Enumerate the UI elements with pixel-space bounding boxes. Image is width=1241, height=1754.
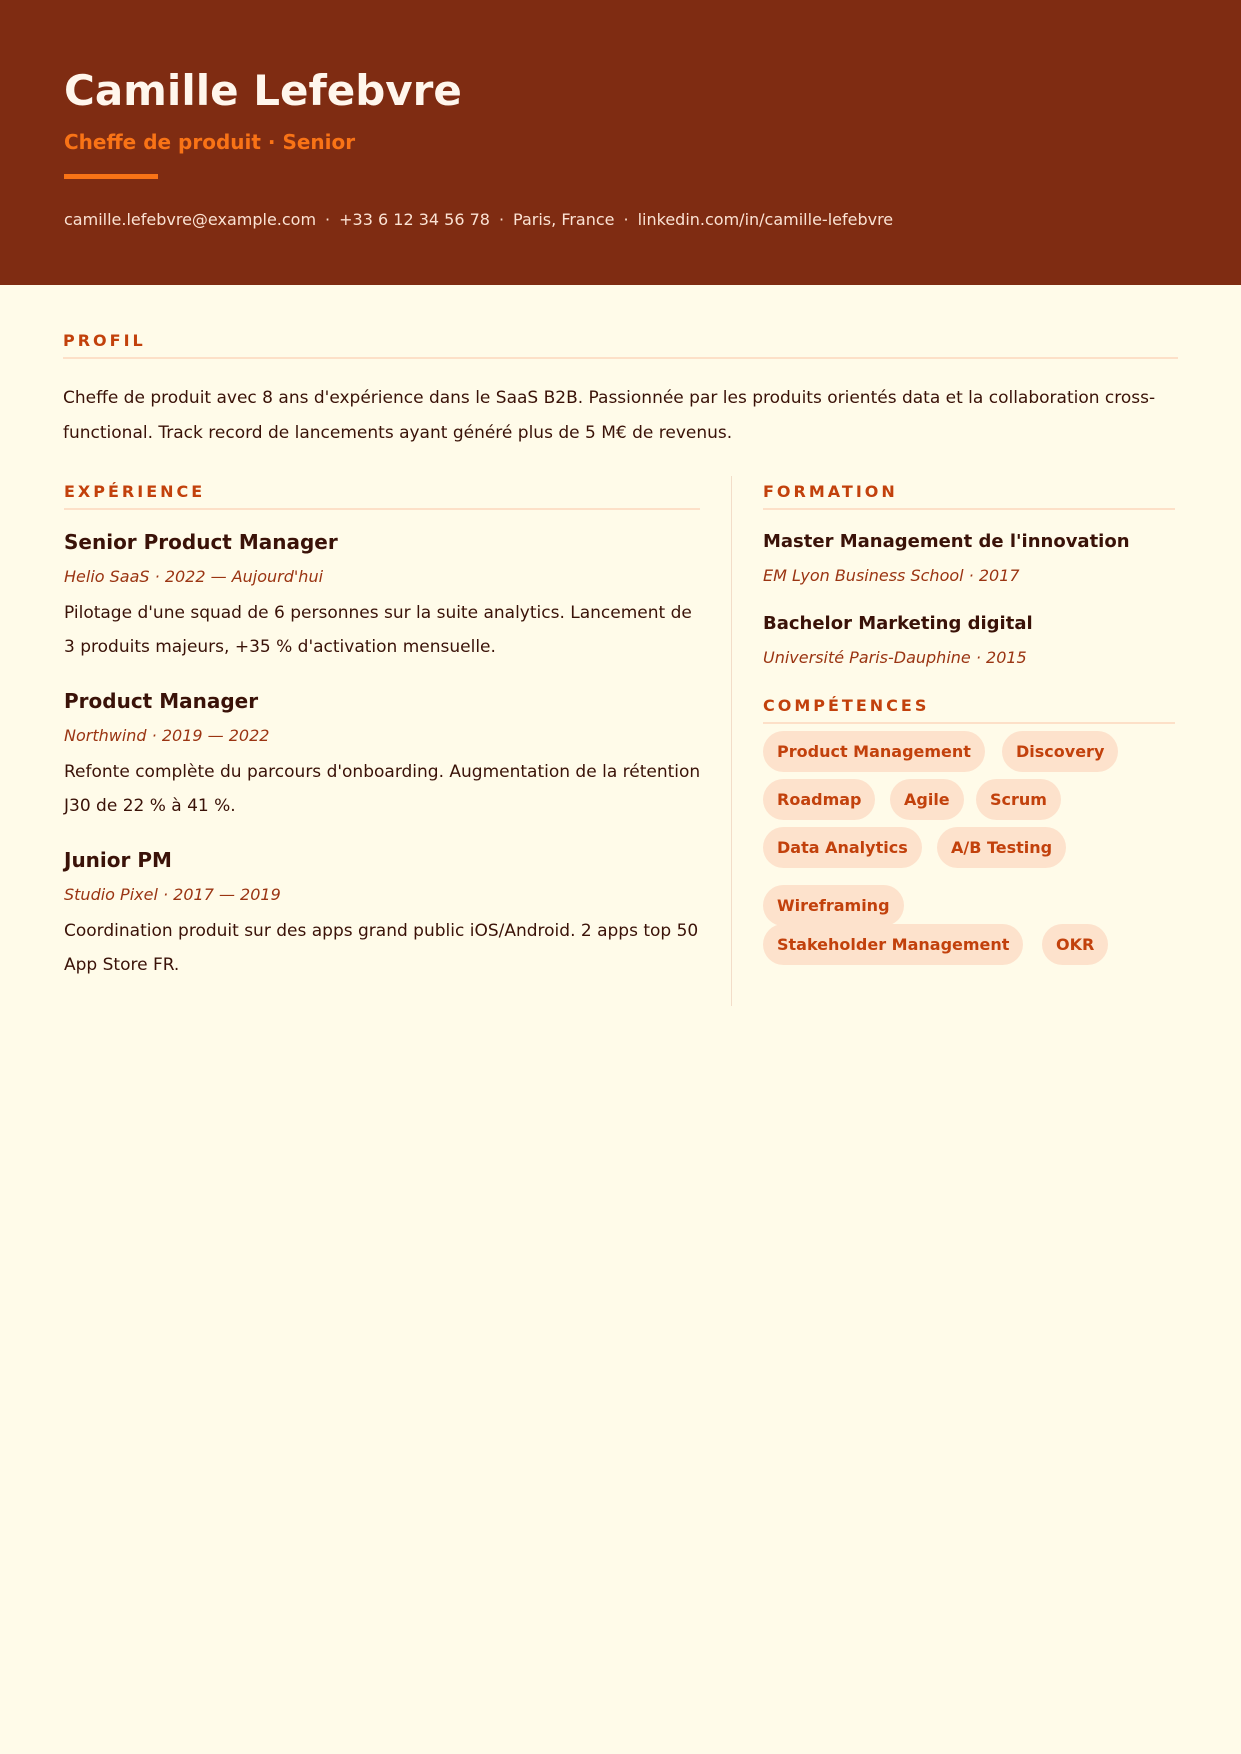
candidate-name: Camille Lefebvre [64, 66, 462, 115]
job-title: Senior Product Manager [64, 530, 338, 554]
contact-location: Paris, France [513, 210, 615, 229]
competences-divider [763, 722, 1175, 724]
contact-linkedin[interactable]: linkedin.com/in/camille-lefebvre [637, 210, 894, 229]
profil-heading: PROFIL [63, 331, 146, 350]
job-entry [64, 848, 704, 982]
degree-title: Bachelor Marketing digital [763, 613, 1033, 634]
job-title: Junior PM [64, 848, 172, 872]
resume-header [0, 0, 1241, 285]
contact-separator: · [623, 210, 629, 229]
formation-heading: FORMATION [763, 482, 898, 501]
skill-chip: Agile [890, 779, 964, 820]
skill-chip: Stakeholder Management [763, 924, 1023, 965]
degree-title: Master Management de l'innovation [763, 531, 1130, 552]
column-divider [731, 476, 732, 1006]
job-description: Pilotage d'une squad de 6 personnes sur la suite analytics. Lancement de 3 produits majeurs, +35 % d'activation mensuelle. [64, 603, 692, 657]
job-description: Coordination produit sur des apps grand public iOS/Android. 2 apps top 50 App Store FR. [64, 921, 699, 975]
skill-chip: Discovery [1002, 731, 1118, 772]
degree-meta: Université Paris-Dauphine · 2015 [763, 648, 1027, 667]
contact-separator: · [325, 210, 331, 229]
experience-divider [64, 508, 700, 510]
formation-divider [763, 508, 1175, 510]
contact-email[interactable]: camille.lefebvre@example.com [64, 210, 317, 229]
skill-chip: OKR [1042, 924, 1108, 965]
education-entry [763, 531, 1183, 585]
skill-chip: Data Analytics [763, 827, 922, 868]
job-title: Product Manager [64, 689, 259, 713]
skill-chip: Product Management [763, 731, 985, 772]
profil-summary: Cheffe de produit avec 8 ans d'expérience dans le SaaS B2B. Passionnée par les produits orientés data et la collaboration cross-functional. Track record de lancements ayant généré plus de 5 M€ de revenus. [63, 388, 1156, 443]
contact-separator: · [498, 210, 505, 229]
skill-chip: A/B Testing [937, 827, 1066, 868]
competences-heading: COMPÉTENCES [763, 696, 930, 715]
skill-chip: Wireframing [763, 885, 904, 926]
accent-bar [64, 174, 158, 179]
contact-line [64, 210, 893, 229]
job-meta: Helio SaaS · 2022 — Aujourd'hui [64, 567, 324, 586]
experience-heading: EXPÉRIENCE [64, 482, 206, 501]
candidate-role: Cheffe de produit · Senior [64, 130, 356, 154]
skill-chip: Roadmap [763, 779, 875, 820]
education-entry [763, 613, 1183, 667]
skill-chip: Scrum [976, 779, 1061, 820]
job-meta: Studio Pixel · 2017 — 2019 [64, 885, 281, 904]
contact-phone[interactable]: +33 6 12 34 56 78 [339, 210, 490, 229]
job-entry [64, 689, 704, 823]
job-meta: Northwind · 2019 — 2022 [64, 726, 270, 745]
job-entry [64, 530, 704, 664]
job-description: Refonte complète du parcours d'onboarding. Augmentation de la rétention J30 de 22 % à 41 %. [64, 762, 701, 816]
degree-meta: EM Lyon Business School · 2017 [763, 566, 1020, 585]
profil-divider [63, 357, 1178, 359]
